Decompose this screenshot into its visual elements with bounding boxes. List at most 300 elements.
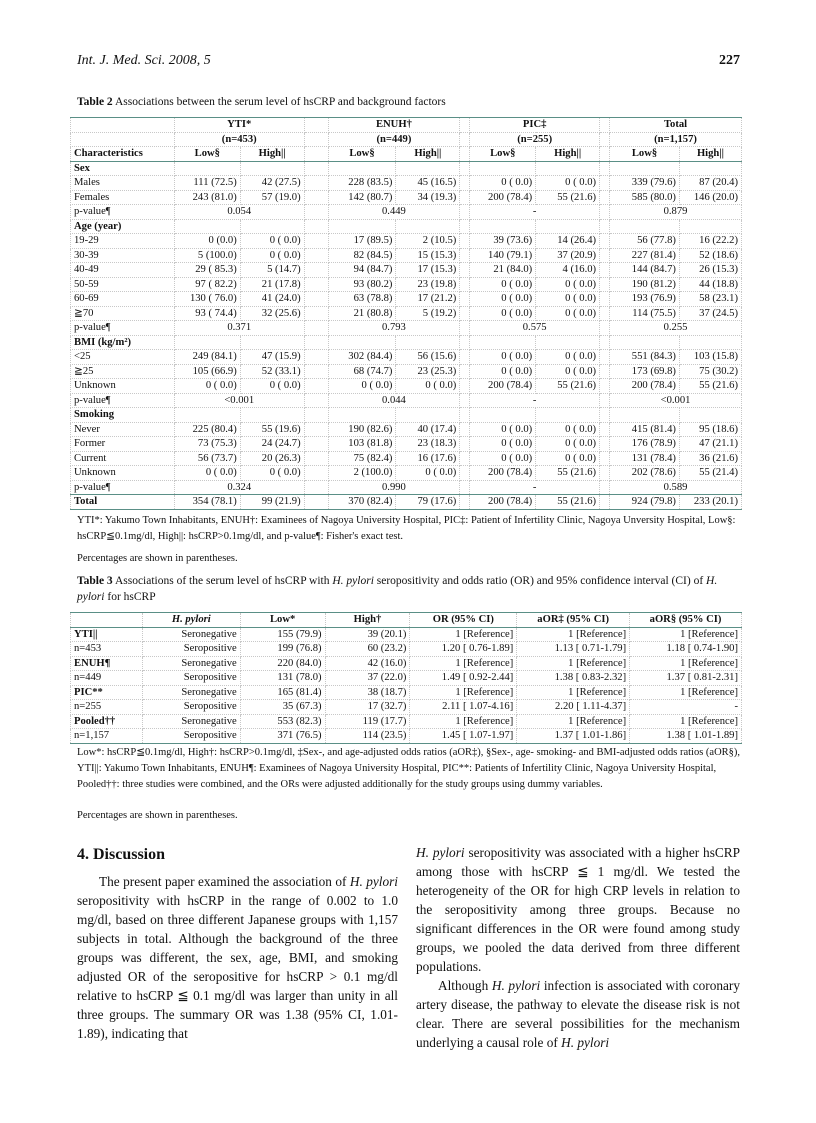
high-value: 5 (19.2)	[396, 306, 460, 321]
caption-text: for hsCRP	[104, 591, 156, 603]
p-value: 0.990	[328, 480, 460, 495]
value: 60 (23.2)	[325, 642, 410, 657]
value: 2.11 [ 1.07-4.16]	[410, 700, 517, 715]
p-value: -	[470, 480, 600, 495]
high-value: 0 ( 0.0)	[536, 364, 600, 379]
value: 38 (18.7)	[325, 685, 410, 700]
row-label: Unknown	[71, 379, 175, 394]
low-value: 0 ( 0.0)	[470, 451, 536, 466]
column-header: H. pylori	[142, 613, 240, 628]
table-cell	[304, 393, 328, 408]
table-cell	[304, 234, 328, 249]
caption-text: H. pylori	[332, 575, 374, 587]
column-header: aOR‡ (95% CI)	[517, 613, 630, 628]
total-row	[71, 495, 742, 510]
high-value: 0 ( 0.0)	[536, 176, 600, 191]
value: Seropositive	[142, 729, 240, 744]
high-value: 44 (18.8)	[679, 277, 741, 292]
low-value: 0 (0.0)	[174, 234, 240, 249]
table-cell	[174, 219, 240, 234]
section-row	[71, 408, 742, 423]
row-label: PIC**	[71, 685, 143, 700]
table-3	[70, 612, 742, 744]
value: 1.49 [ 0.92-2.44]	[410, 671, 517, 686]
row-label: <25	[71, 350, 175, 365]
group-n: (n=453)	[174, 132, 304, 147]
low-value: 0 ( 0.0)	[470, 277, 536, 292]
low-value: 302 (84.4)	[328, 350, 396, 365]
high-value: 0 ( 0.0)	[536, 437, 600, 452]
table-cell	[304, 176, 328, 191]
low-header: Low§	[174, 147, 240, 162]
table-cell	[328, 408, 396, 423]
low-value: 63 (78.8)	[328, 292, 396, 307]
value: 2.20 [ 1.11-4.37]	[517, 700, 630, 715]
low-value: 82 (84.5)	[328, 248, 396, 263]
p-row	[71, 393, 742, 408]
table-cell	[304, 408, 328, 423]
low-value: 0 ( 0.0)	[174, 379, 240, 394]
value: 220 (84.0)	[240, 656, 325, 671]
high-value: 0 ( 0.0)	[536, 277, 600, 292]
table-cell	[460, 306, 470, 321]
value: 42 (16.0)	[325, 656, 410, 671]
table-row	[71, 627, 742, 642]
value: 1 [Reference]	[517, 685, 630, 700]
table-cell	[600, 480, 610, 495]
high-value: 0 ( 0.0)	[240, 466, 304, 481]
table-cell	[240, 161, 304, 176]
value: 1 [Reference]	[630, 656, 742, 671]
table-cell	[600, 292, 610, 307]
high-value: 55 (19.6)	[240, 422, 304, 437]
table-cell	[174, 161, 240, 176]
paragraph-text: The present paper examined the association of	[99, 874, 350, 889]
group-n: (n=255)	[470, 132, 600, 147]
data-row	[71, 466, 742, 481]
low-header: Low§	[328, 147, 396, 162]
paragraph-text: H. pylori	[416, 845, 465, 860]
table-cell	[304, 422, 328, 437]
p-value: -	[470, 393, 600, 408]
low-value: 21 (84.0)	[470, 263, 536, 278]
table-cell	[460, 176, 470, 191]
low-value: 0 ( 0.0)	[470, 306, 536, 321]
high-value: 0 ( 0.0)	[240, 248, 304, 263]
low-value: 227 (81.4)	[610, 248, 680, 263]
row-label: n=449	[71, 671, 143, 686]
low-value: 97 ( 82.2)	[174, 277, 240, 292]
low-value: 56 (77.8)	[610, 234, 680, 249]
high-value: 56 (15.6)	[396, 350, 460, 365]
row-label: Sex	[71, 161, 175, 176]
table-cell	[460, 480, 470, 495]
value: 1.38 [ 1.01-1.89]	[630, 729, 742, 744]
table-cell	[304, 219, 328, 234]
table-cell	[396, 161, 460, 176]
table3-label: Table 3	[77, 575, 113, 587]
table-cell	[460, 292, 470, 307]
low-value: 0 ( 0.0)	[328, 379, 396, 394]
high-value: 23 (25.3)	[396, 364, 460, 379]
table-cell	[304, 321, 328, 336]
low-value: 103 (81.8)	[328, 437, 396, 452]
high-value: 55 (21.6)	[536, 190, 600, 205]
row-label: ≧70	[71, 306, 175, 321]
high-value: 41 (24.0)	[240, 292, 304, 307]
table-cell	[610, 335, 680, 350]
p-value: 0.054	[174, 205, 304, 220]
row-label: n=453	[71, 642, 143, 657]
low-value: 0 ( 0.0)	[174, 466, 240, 481]
row-label: p-value¶	[71, 205, 175, 220]
low-value: 56 (73.7)	[174, 451, 240, 466]
table-cell	[610, 219, 680, 234]
table-cell	[460, 466, 470, 481]
table-cell	[460, 335, 470, 350]
table-cell	[460, 161, 470, 176]
p-value: 0.044	[328, 393, 460, 408]
row-label: YTI||	[71, 627, 143, 642]
table-cell	[600, 408, 610, 423]
table-cell	[460, 277, 470, 292]
row-label: 40-49	[71, 263, 175, 278]
group-n: (n=1,157)	[610, 132, 742, 147]
row-label: Never	[71, 422, 175, 437]
value: 1 [Reference]	[517, 714, 630, 729]
row-label: 50-59	[71, 277, 175, 292]
high-value: 233 (20.1)	[679, 495, 741, 510]
high-value: 87 (20.4)	[679, 176, 741, 191]
table-2	[70, 117, 742, 510]
low-value: 200 (78.4)	[470, 466, 536, 481]
table-cell	[240, 219, 304, 234]
row-label: Age (year)	[71, 219, 175, 234]
table-cell	[460, 364, 470, 379]
high-value: 16 (17.6)	[396, 451, 460, 466]
high-value: 95 (18.6)	[679, 422, 741, 437]
row-label: Females	[71, 190, 175, 205]
table-cell	[600, 161, 610, 176]
table-row	[71, 714, 742, 729]
row-label: BMI (kg/m²)	[71, 335, 175, 350]
table-cell	[304, 292, 328, 307]
high-value: 146 (20.0)	[679, 190, 741, 205]
high-value: 103 (15.8)	[679, 350, 741, 365]
table-cell	[610, 408, 680, 423]
table-cell	[304, 451, 328, 466]
high-value: 15 (15.3)	[396, 248, 460, 263]
table-cell	[460, 393, 470, 408]
value: 1 [Reference]	[630, 627, 742, 642]
high-value: 37 (20.9)	[536, 248, 600, 263]
table-cell	[460, 408, 470, 423]
caption-text: Associations of the serum level of hsCRP with	[114, 575, 333, 587]
low-value: 114 (75.5)	[610, 306, 680, 321]
table-cell	[600, 495, 610, 510]
group-n-row	[71, 132, 742, 147]
paragraph-text: Although	[438, 978, 492, 993]
table-cell	[460, 234, 470, 249]
low-value: 415 (81.4)	[610, 422, 680, 437]
table-cell	[328, 161, 396, 176]
high-value: 2 (10.5)	[396, 234, 460, 249]
low-value: 2 (100.0)	[328, 466, 396, 481]
high-header: High||	[396, 147, 460, 162]
value: 1.18 [ 0.74-1.90]	[630, 642, 742, 657]
table-cell	[600, 190, 610, 205]
table-cell	[679, 219, 741, 234]
low-value: 339 (79.6)	[610, 176, 680, 191]
group-name: ENUH†	[328, 118, 460, 133]
high-value: 55 (21.6)	[536, 466, 600, 481]
paragraph-text: seropositivity was associated with a higher hsCRP among those with hsCRP ≦ 1 mg/dl. We tested the heterogeneity of the OR for high CRP levels in relation to the seropositivity among three groups. Because no significant differences in the OR were found among study groups, we pooled the data derived from three different populations.	[416, 845, 741, 974]
low-value: 228 (83.5)	[328, 176, 396, 191]
p-value: 0.255	[610, 321, 742, 336]
table-cell	[600, 205, 610, 220]
table3-note: Percentages are shown in parentheses.	[77, 810, 238, 821]
table3-footnote: Low*: hsCRP≦0.1mg/dl, High†: hsCRP>0.1mg/dl, ‡Sex-, and age-adjusted odds ratios (aOR‡), §Sex-, age- smoking- and BMI-adjusted odds ratios (aOR§), YTI||: Yakumo Town Inhabitants, ENUH¶: Examinees of Nagoya University Hospital, PIC**: Patients of Infertility Clinic, Nagoya University Hospital, Pooled††: three studies were combined, and the ORs were adjusted additionally for the study groups using dummy variables.	[77, 747, 741, 790]
table-cell	[71, 132, 175, 147]
value: 35 (67.3)	[240, 700, 325, 715]
p-value: 0.324	[174, 480, 304, 495]
column-header	[71, 613, 143, 628]
row-label: 19-29	[71, 234, 175, 249]
high-value: 0 ( 0.0)	[536, 292, 600, 307]
data-row	[71, 263, 742, 278]
row-label: ≧25	[71, 364, 175, 379]
value: 1 [Reference]	[630, 714, 742, 729]
high-value: 47 (21.1)	[679, 437, 741, 452]
high-value: 47 (15.9)	[240, 350, 304, 365]
high-value: 17 (15.3)	[396, 263, 460, 278]
data-row	[71, 422, 742, 437]
column-header: aOR§ (95% CI)	[630, 613, 742, 628]
value: -	[630, 700, 742, 715]
table-cell	[174, 335, 240, 350]
high-value: 26 (15.3)	[679, 263, 741, 278]
discussion-left-column	[77, 872, 398, 1043]
high-value: 42 (27.5)	[240, 176, 304, 191]
table-cell	[304, 147, 328, 162]
table-cell	[460, 422, 470, 437]
table-cell	[460, 379, 470, 394]
low-value: 111 (72.5)	[174, 176, 240, 191]
low-header: Low§	[610, 147, 680, 162]
table-row	[71, 700, 742, 715]
table-cell	[600, 306, 610, 321]
low-value: 190 (81.2)	[610, 277, 680, 292]
table-cell	[536, 161, 600, 176]
p-value: <0.001	[610, 393, 742, 408]
high-value: 0 ( 0.0)	[536, 422, 600, 437]
row-label: ENUH¶	[71, 656, 143, 671]
table-cell	[600, 466, 610, 481]
low-value: 73 (75.3)	[174, 437, 240, 452]
table-row	[71, 685, 742, 700]
value: 553 (82.3)	[240, 714, 325, 729]
low-value: 924 (79.8)	[610, 495, 680, 510]
table3-caption	[77, 573, 741, 605]
value: 1 [Reference]	[517, 656, 630, 671]
value: Seronegative	[142, 714, 240, 729]
table-cell	[396, 408, 460, 423]
high-value: 36 (21.6)	[679, 451, 741, 466]
table2-footnote: YTI*: Yakumo Town Inhabitants, ENUH†: Examinees of Nagoya University Hospital, PIC‡: Patient of Infertility Clinic, Nagoya Unversity Hospital, Low§: hsCRP≦0.1mg/dl, High||: hsCRP>0.1mg/dl, and p-value¶: Fisher's exact test.	[77, 515, 736, 542]
low-value: 190 (82.6)	[328, 422, 396, 437]
table-cell	[470, 408, 536, 423]
high-value: 55 (21.6)	[536, 495, 600, 510]
low-value: 249 (84.1)	[174, 350, 240, 365]
high-value: 0 ( 0.0)	[536, 306, 600, 321]
low-value: 17 (89.5)	[328, 234, 396, 249]
table-cell	[600, 234, 610, 249]
value: 1 [Reference]	[410, 656, 517, 671]
table-cell	[240, 335, 304, 350]
table-cell	[71, 118, 175, 133]
low-value: 200 (78.4)	[470, 495, 536, 510]
value: 131 (78.0)	[240, 671, 325, 686]
table-cell	[304, 480, 328, 495]
high-value: 0 ( 0.0)	[536, 451, 600, 466]
high-value: 5 (14.7)	[240, 263, 304, 278]
table-cell	[600, 422, 610, 437]
value: 165 (81.4)	[240, 685, 325, 700]
paragraph	[416, 976, 740, 1052]
value: Seronegative	[142, 656, 240, 671]
high-value: 20 (26.3)	[240, 451, 304, 466]
high-value: 0 ( 0.0)	[536, 350, 600, 365]
table-cell	[460, 321, 470, 336]
p-value: 0.449	[328, 205, 460, 220]
low-value: 370 (82.4)	[328, 495, 396, 510]
table-cell	[304, 190, 328, 205]
p-value: 0.793	[328, 321, 460, 336]
p-row	[71, 480, 742, 495]
row-label: n=255	[71, 700, 143, 715]
table-cell	[304, 364, 328, 379]
high-value: 14 (26.4)	[536, 234, 600, 249]
low-value: 5 (100.0)	[174, 248, 240, 263]
table-cell	[304, 132, 328, 147]
table-cell	[460, 437, 470, 452]
value: Seropositive	[142, 700, 240, 715]
discussion-heading: 4. Discussion	[77, 846, 166, 863]
table-cell	[460, 263, 470, 278]
data-row	[71, 350, 742, 365]
value: Seropositive	[142, 642, 240, 657]
low-value: 142 (80.7)	[328, 190, 396, 205]
table-cell	[304, 205, 328, 220]
value: 1 [Reference]	[410, 627, 517, 642]
value: 1 [Reference]	[410, 714, 517, 729]
table2-label: Table 2	[77, 96, 113, 108]
data-row	[71, 437, 742, 452]
row-label: Total	[71, 495, 175, 510]
high-value: 34 (19.3)	[396, 190, 460, 205]
table-cell	[679, 408, 741, 423]
table-cell	[460, 118, 470, 133]
low-value: 93 ( 74.4)	[174, 306, 240, 321]
table-cell	[304, 248, 328, 263]
table-cell	[600, 248, 610, 263]
table2-caption	[77, 94, 741, 110]
column-header-row	[71, 147, 742, 162]
table-cell	[304, 118, 328, 133]
value: 155 (79.9)	[240, 627, 325, 642]
column-header-row	[71, 613, 742, 628]
section-row	[71, 161, 742, 176]
high-value: 55 (21.4)	[679, 466, 741, 481]
high-value: 52 (33.1)	[240, 364, 304, 379]
p-value: 0.589	[610, 480, 742, 495]
table-cell	[600, 263, 610, 278]
low-value: 144 (84.7)	[610, 263, 680, 278]
value: 199 (76.8)	[240, 642, 325, 657]
table2-note: Percentages are shown in parentheses.	[77, 553, 238, 564]
section-row	[71, 219, 742, 234]
row-label: Former	[71, 437, 175, 452]
group-name: PIC‡	[470, 118, 600, 133]
column-header: OR (95% CI)	[410, 613, 517, 628]
table-cell	[600, 364, 610, 379]
high-value: 45 (16.5)	[396, 176, 460, 191]
low-value: 21 (80.8)	[328, 306, 396, 321]
data-row	[71, 379, 742, 394]
table-row	[71, 729, 742, 744]
high-value: 0 ( 0.0)	[240, 234, 304, 249]
paragraph	[416, 843, 740, 976]
table-cell	[600, 176, 610, 191]
column-header: Characteristics	[71, 147, 175, 162]
low-value: 173 (69.8)	[610, 364, 680, 379]
value: 39 (20.1)	[325, 627, 410, 642]
low-value: 29 ( 85.3)	[174, 263, 240, 278]
high-header: High||	[679, 147, 741, 162]
table-cell	[304, 437, 328, 452]
p-value: -	[470, 205, 600, 220]
high-value: 57 (19.0)	[240, 190, 304, 205]
column-header: High†	[325, 613, 410, 628]
low-value: 68 (74.7)	[328, 364, 396, 379]
table-cell	[460, 147, 470, 162]
table-cell	[328, 335, 396, 350]
caption-text: seropositivity and odds ratio (OR) and 95% confidence interval (CI) of	[373, 575, 707, 587]
low-value: 202 (78.6)	[610, 466, 680, 481]
low-value: 243 (81.0)	[174, 190, 240, 205]
paragraph-text: H. pylori	[491, 978, 541, 993]
value: 37 (22.0)	[325, 671, 410, 686]
table-cell	[328, 219, 396, 234]
paragraph-text: seropositivity with hsCRP in the range of 0.002 to 1.0 mg/dl, based on three different Japanese groups with 1,157 subjects in total. Although the background of the three groups was different, the sex, age, BMI, and smoking adjusted OR of the seropositive for hsCRP > 0.1 mg/dl relative to hsCRP ≦ 0.1 mg/dl was larger than unity in all three groups. The summary OR was 1.38 (95% CI, 1.01-1.89), indicating that	[77, 893, 398, 1041]
table-cell	[600, 321, 610, 336]
low-value: 225 (80.4)	[174, 422, 240, 437]
table-cell	[460, 205, 470, 220]
value: 1 [Reference]	[517, 627, 630, 642]
table-cell	[679, 161, 741, 176]
table-row	[71, 671, 742, 686]
data-row	[71, 190, 742, 205]
high-value: 55 (21.6)	[536, 379, 600, 394]
data-row	[71, 176, 742, 191]
data-row	[71, 451, 742, 466]
paragraph	[77, 872, 398, 1043]
high-value: 0 ( 0.0)	[396, 466, 460, 481]
high-value: 23 (18.3)	[396, 437, 460, 452]
table-cell	[600, 350, 610, 365]
journal-title: Int. J. Med. Sci. 2008, 5	[77, 53, 211, 68]
table-cell	[304, 350, 328, 365]
